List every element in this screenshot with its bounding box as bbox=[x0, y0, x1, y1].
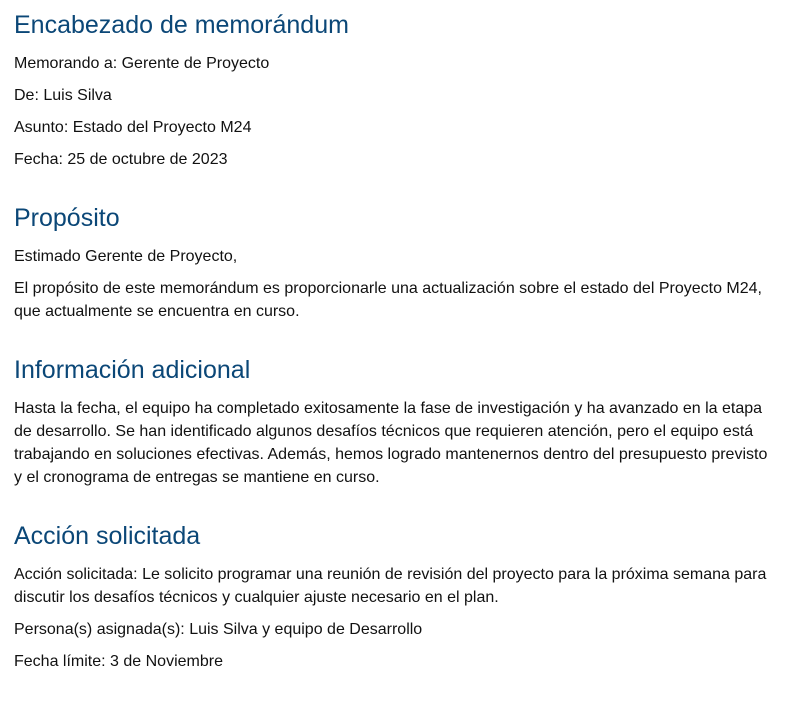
action-assignees: Persona(s) asignada(s): Luis Silva y equipo de Desarrollo bbox=[14, 621, 423, 638]
section-heading: Información adicional bbox=[14, 356, 251, 384]
section-heading: Encabezado de memorándum bbox=[14, 11, 349, 39]
memo-subject: Asunto: Estado del Proyecto M24 bbox=[14, 119, 252, 136]
memo-header-section bbox=[14, 8, 777, 171]
memo-from: De: Luis Silva bbox=[14, 87, 112, 104]
action-request: Acción solicitada: Le solicito programar una reunión de revisión del proyecto para la próxima semana para discutir los desafíos técnicos y cualquier ajuste necesario en el plan. bbox=[14, 566, 767, 606]
greeting: Estimado Gerente de Proyecto, bbox=[14, 248, 238, 265]
section-heading: Propósito bbox=[14, 204, 120, 232]
action-deadline: Fecha límite: 3 de Noviembre bbox=[14, 653, 223, 670]
memo-date: Fecha: 25 de octubre de 2023 bbox=[14, 151, 228, 168]
section-heading: Acción solicitada bbox=[14, 522, 201, 550]
purpose-text: El propósito de este memorándum es proporcionarle una actualización sobre el estado del Proyecto M24, que actualmente se encuentra en curso. bbox=[14, 280, 762, 320]
additional-info-text: Hasta la fecha, el equipo ha completado exitosamente la fase de investigación y ha avanzado en la etapa de desarrollo. Se han identificado algunos desafíos técnicos que requieren atención, pero el equipo está trabajando en soluciones efectivas. Además, hemos logrado mantenernos dentro del presupuesto previsto y el cronograma de entregas se mantiene en curso. bbox=[14, 400, 768, 486]
memo-to: Memorando a: Gerente de Proyecto bbox=[14, 55, 270, 72]
action-section bbox=[14, 519, 777, 673]
purpose-section bbox=[14, 201, 777, 323]
additional-info-section bbox=[14, 353, 777, 489]
